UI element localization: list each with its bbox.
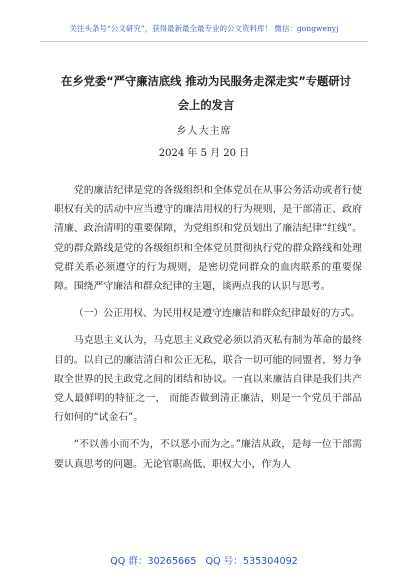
- body-paragraph: “不以善小而不为，不以恶小而为之。”廉洁从政，是每一位干部需要认真思考的问题。无论官职高低、职权大小，作为人: [54, 439, 362, 470]
- document-body: [54, 181, 362, 482]
- footer-qq-number: QQ 号：535304092: [205, 556, 298, 567]
- document-title: 在乡党委“严守廉洁底线 推动为民服务走深走实”专题研讨会上的发言: [61, 75, 351, 112]
- body-paragraph: 党的廉洁纪律是党的各级组织和全体党员在从事公务活动或者行使职权有关的活动中应当遵守的廉洁用权的行为规则，是干部清正、政府清廉、政治清明的重要保障，为党组织和党员划出了廉洁纪律“红线”。党的群众路线是党的各级组织和全体党员贯彻执行党的群众路线和处理党群关系必须遵守的行为规则，是密切党同群众的血肉联系的重要保障。围绕严守廉洁和群众纪律的主题，谈两点我的认识与思考。: [54, 185, 362, 293]
- section-heading: （一）公正用权、为民用权是遵守连廉洁和群众纪律最好的方式。: [73, 308, 361, 320]
- document-date: 2024 年 5 月 20 日: [158, 148, 250, 159]
- footer-qq-group: QQ 群：30265665: [110, 556, 197, 567]
- document-author: 乡人大主席: [176, 126, 232, 137]
- header-promo-note: 关注头条号“公文研究”，获得最新最全最专业的公文资料库！ 微信：gongwenyj: [69, 24, 339, 33]
- body-paragraph: 马克思主义认为，马克思主义政党必须以消灭私有制为革命的最终目的。以自己的廉洁清白和公正无私，联合一切可能的同盟者，努力争取全世界的民主政党之间的团结和协议。一直以来廉洁自律是我们共产党人最鲜明的特征之一， 而能否做到清正廉洁，则是一个党员干部品行如何的“试金石”。: [54, 335, 362, 424]
- footer-contact: [0, 553, 408, 567]
- header-divider: [40, 41, 368, 42]
